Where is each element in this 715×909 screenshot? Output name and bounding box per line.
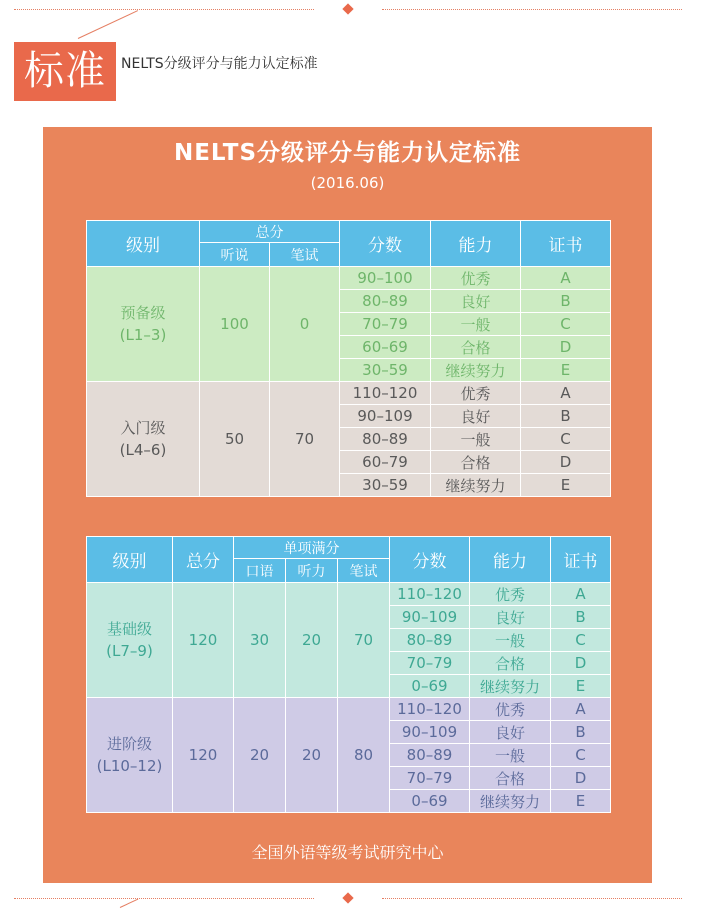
level-name: 入门级 — [120, 419, 166, 437]
listening-cell: 20 — [286, 583, 338, 698]
level-name: 预备级 — [120, 304, 166, 322]
poster-title: NELTS分级评分与能力认定标准 — [173, 140, 522, 166]
cert-cell: A — [521, 382, 611, 405]
ability-cell: 一般 — [470, 629, 551, 652]
col-single-full: 单项满分 — [234, 537, 390, 559]
top-dotted-rule-left — [14, 9, 314, 10]
ability-cell: 合格 — [470, 767, 551, 790]
score-cell: 30–59 — [340, 359, 431, 382]
col-writing: 笔试 — [338, 559, 390, 583]
col-oral: 口语 — [234, 559, 286, 583]
table-row — [87, 382, 611, 405]
cert-cell: E — [551, 675, 611, 698]
score-cell: 80–89 — [390, 629, 470, 652]
score-cell: 90–100 — [340, 267, 431, 290]
ability-cell: 一般 — [431, 428, 521, 451]
level-cell — [87, 382, 200, 497]
ability-cell: 优秀 — [431, 267, 521, 290]
ability-cell: 合格 — [431, 336, 521, 359]
level-range: (L10–12) — [96, 757, 163, 775]
top-slash-ornament — [78, 10, 138, 39]
col-score: 分数 — [390, 537, 470, 583]
total-cell: 120 — [173, 698, 234, 813]
ability-cell: 一般 — [431, 313, 521, 336]
writing-cell: 70 — [338, 583, 390, 698]
ability-cell: 继续努力 — [470, 790, 551, 813]
level-range: (L4–6) — [119, 441, 167, 459]
level-name: 基础级 — [106, 620, 152, 638]
ability-cell: 合格 — [470, 652, 551, 675]
cert-cell: B — [551, 606, 611, 629]
table-row — [87, 267, 611, 290]
cert-cell: D — [521, 451, 611, 474]
cert-cell: D — [551, 652, 611, 675]
cert-cell: C — [521, 428, 611, 451]
bottom-dotted-rule-left — [14, 898, 314, 899]
cert-cell: B — [551, 721, 611, 744]
col-score: 分数 — [340, 221, 431, 267]
listening-speaking-cell: 50 — [200, 382, 270, 497]
ability-cell: 继续努力 — [470, 675, 551, 698]
col-total: 总分 — [173, 537, 234, 583]
writing-cell: 70 — [270, 382, 340, 497]
ability-cell: 优秀 — [470, 583, 551, 606]
score-cell: 90–109 — [340, 405, 431, 428]
bottom-diamond-ornament — [342, 892, 353, 903]
level-name: 进阶级 — [106, 735, 152, 753]
score-cell: 60–69 — [340, 336, 431, 359]
table-basic-advanced — [86, 536, 611, 813]
ability-cell: 一般 — [470, 744, 551, 767]
ability-cell: 继续努力 — [431, 474, 521, 497]
col-writing: 笔试 — [270, 243, 340, 267]
bottom-dotted-rule-right — [382, 898, 682, 899]
cert-cell: C — [521, 313, 611, 336]
writing-cell: 80 — [338, 698, 390, 813]
score-cell: 0–69 — [390, 790, 470, 813]
oral-cell: 20 — [234, 698, 286, 813]
listening-speaking-cell: 100 — [200, 267, 270, 382]
col-listening-speaking: 听说 — [200, 243, 270, 267]
level-cell — [87, 583, 173, 698]
writing-cell: 0 — [270, 267, 340, 382]
section-tag: 标准 — [14, 42, 116, 101]
poster-footer: 全国外语等级考试研究中心 — [251, 843, 444, 862]
top-diamond-ornament — [342, 3, 353, 14]
cert-cell: C — [551, 744, 611, 767]
score-cell: 30–59 — [340, 474, 431, 497]
cert-cell: B — [521, 405, 611, 428]
col-certificate: 证书 — [521, 221, 611, 267]
col-ability: 能力 — [431, 221, 521, 267]
cert-cell: E — [521, 359, 611, 382]
listening-cell: 20 — [286, 698, 338, 813]
score-cell: 60–79 — [340, 451, 431, 474]
page-title: NELTS分级评分与能力认定标准 — [121, 56, 318, 72]
cert-cell: A — [551, 583, 611, 606]
col-certificate: 证书 — [551, 537, 611, 583]
col-level: 级别 — [87, 221, 200, 267]
col-level: 级别 — [87, 537, 173, 583]
level-cell — [87, 267, 200, 382]
score-cell: 80–89 — [390, 744, 470, 767]
score-cell: 90–109 — [390, 606, 470, 629]
score-cell: 110–120 — [390, 583, 470, 606]
total-cell: 120 — [173, 583, 234, 698]
ability-cell: 优秀 — [470, 698, 551, 721]
ability-cell: 良好 — [431, 405, 521, 428]
cert-cell: D — [521, 336, 611, 359]
level-range: (L7–9) — [106, 642, 153, 660]
score-cell: 70–79 — [340, 313, 431, 336]
cert-cell: A — [551, 698, 611, 721]
col-ability: 能力 — [470, 537, 551, 583]
ability-cell: 良好 — [470, 721, 551, 744]
cert-cell: E — [551, 790, 611, 813]
score-cell: 70–79 — [390, 767, 470, 790]
ability-cell: 继续努力 — [431, 359, 521, 382]
poster-date: (2016.06) — [310, 174, 385, 192]
ability-cell: 良好 — [431, 290, 521, 313]
ability-cell: 良好 — [470, 606, 551, 629]
cert-cell: E — [521, 474, 611, 497]
table-row — [87, 698, 611, 721]
cert-cell: B — [521, 290, 611, 313]
cert-cell: A — [521, 267, 611, 290]
col-total: 总分 — [200, 221, 340, 243]
score-cell: 110–120 — [390, 698, 470, 721]
cert-cell: C — [551, 629, 611, 652]
score-cell: 80–89 — [340, 290, 431, 313]
col-listening: 听力 — [286, 559, 338, 583]
table-preparatory-entry — [86, 220, 611, 497]
level-cell — [87, 698, 173, 813]
cert-cell: D — [551, 767, 611, 790]
score-cell: 0–69 — [390, 675, 470, 698]
top-dotted-rule-right — [382, 9, 682, 10]
bottom-slash-ornament — [120, 899, 139, 908]
ability-cell: 合格 — [431, 451, 521, 474]
level-range: (L1–3) — [119, 326, 167, 344]
score-cell: 90–109 — [390, 721, 470, 744]
score-cell: 70–79 — [390, 652, 470, 675]
ability-cell: 优秀 — [431, 382, 521, 405]
score-cell: 80–89 — [340, 428, 431, 451]
score-cell: 110–120 — [340, 382, 431, 405]
oral-cell: 30 — [234, 583, 286, 698]
table-row — [87, 583, 611, 606]
